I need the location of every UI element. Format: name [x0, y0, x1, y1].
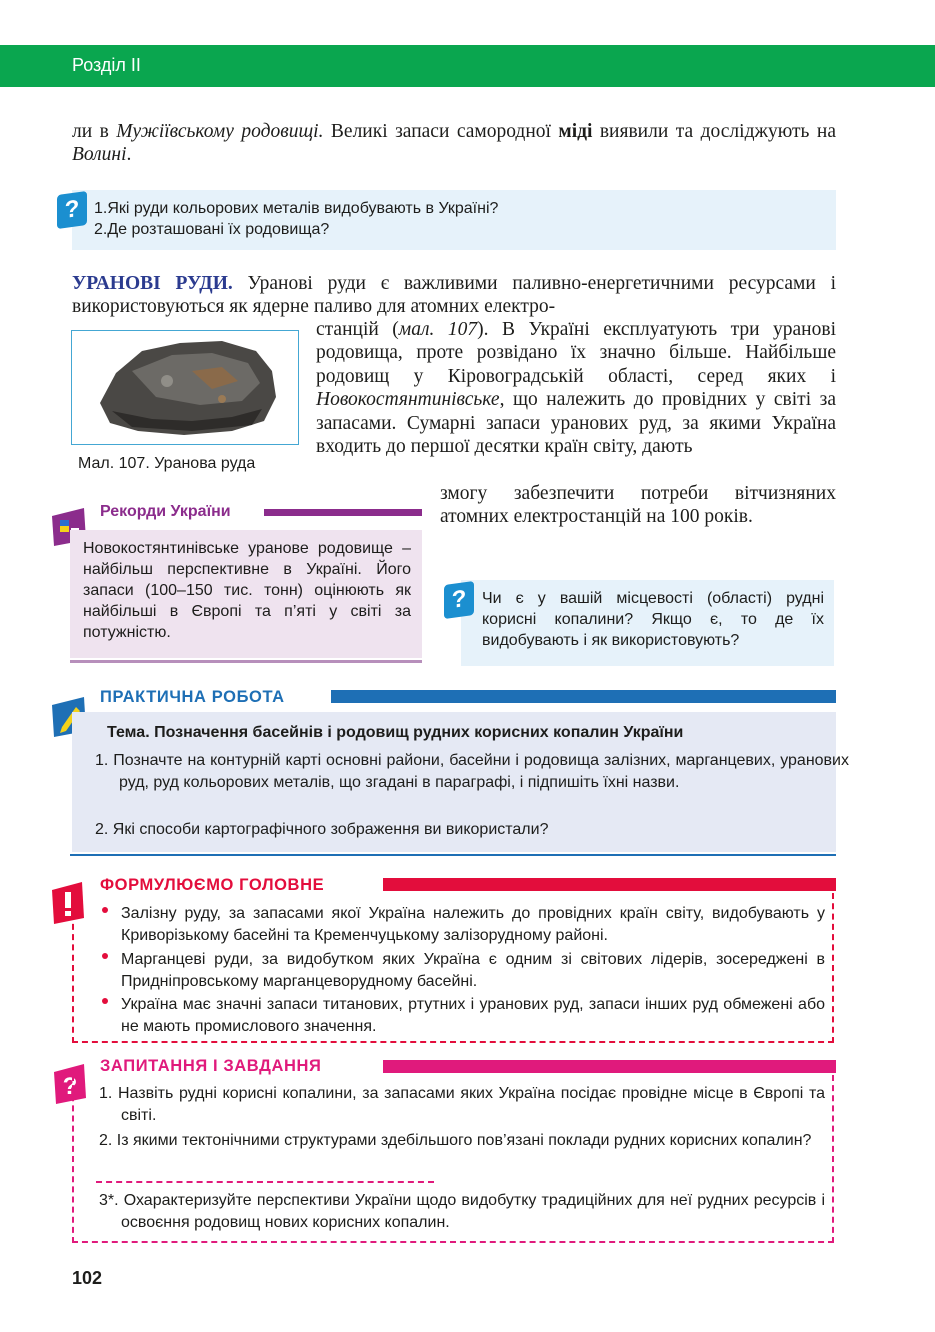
question-text-2: Чи є у вашій місцевості (області) рудні корисні копалини? Якщо є, то де їх видобувають і як використовують? [482, 590, 824, 649]
uranium-heading: УРАНОВІ РУДИ. [72, 273, 233, 294]
uranium-paragraph-3: змогу забезпечити потреби вітчизняних атомних електростанцій на 100 років. [440, 483, 836, 528]
practical-item: 2. Які способи картографічного зображення ви використали? [95, 821, 549, 838]
svg-text:?: ? [62, 1073, 78, 1100]
task-item: 3*. Охарактеризуйте перспективи України щодо видобутку традиційних для неї рудних ресурсів і освоєння родовищ нових корисних копалин. [99, 1192, 825, 1231]
summary-item: Марганцеві руди, за видобутком яких Україна є одним зі світових лідерів, зосереджені в Придніпровському марганцеворудному басейні. [121, 951, 825, 990]
figure-caption: Мал. 107. Уранова руда [78, 455, 256, 472]
summary-title: ФОРМУЛЮЄМО ГОЛОВНЕ [100, 876, 325, 894]
summary-item: Україна має значні запаси титанових, ртутних і уранових руд, запаси інших руд обмежені або не мають промислового значення. [121, 996, 825, 1035]
task-item: 2. Із якими тектонічними структурами здебільшого пов’язані поклади рудних корисних копалин? [99, 1132, 812, 1149]
question-item: 2.Де розташовані їх родовища? [94, 221, 330, 238]
section-header [0, 45, 935, 87]
records-text: Новокостянтинівське уранове родовище – найбільш перспективне в Україні. Його запаси (100–150 тис. тонн) оцінюють як найбільші в Європі та п’яті у світі за потужністю. [83, 540, 411, 641]
question-icon: ? [57, 191, 87, 229]
question-item: 1.Які руди кольорових металів видобувають в Україні? [94, 200, 499, 217]
uranium-paragraph-2: станцій (мал. 107). В Україні експлуатують три уранові родовища, проте розвідано їх значно більше. Найбільше родовищ у Кіровоградській області, серед яких і Новокостянтинівське, що належить до провідних у світі за запасами. Сумарні запаси уранових руд, за якими Україна входить до першої десятки країн світу, дають [316, 319, 836, 458]
task-item: 1. Назвіть рудні корисні копалини, за запасами яких Україна посідає провідне місце в Європі та світі. [99, 1085, 825, 1124]
records-box-border [70, 660, 422, 663]
page-number: 102 [72, 1268, 103, 1288]
question-icon: ? [444, 581, 474, 619]
bullet-marker [102, 907, 108, 913]
uranium-paragraph-1: УРАНОВІ РУДИ. Уранові руди є важливими паливно-енергетичними ресурсами і використовуються як ядерне паливо для атомних електро- [72, 273, 837, 318]
records-title-bar [264, 509, 422, 516]
practical-box-border [70, 854, 836, 856]
records-title: Рекорди України [100, 503, 231, 520]
tasks-title: ЗАПИТАННЯ І ЗАВДАННЯ [100, 1057, 322, 1075]
summary-item: Залізну руду, за запасами якої Україна належить до провідних країн світу, видобувають у Криворізькому басейні та Кременчуцькому залізорудному районі. [121, 905, 825, 944]
summary-title-bar [383, 878, 836, 891]
uranium-ore-photo [71, 330, 299, 445]
practical-topic: Тема. Позначення басейнів і родовищ рудних корисних копалин України [107, 724, 684, 741]
bullet-marker [102, 953, 108, 959]
tasks-separator [96, 1181, 434, 1183]
section-label: Розділ II [72, 55, 141, 75]
tasks-title-bar [383, 1060, 836, 1073]
practical-title-bar [331, 690, 836, 703]
practical-item: 1. Позначте на контурній карті основні райони, басейни і родовища залізних, марганцевих, уранових руд, руд кольорових металів, що згадані в параграфі, і підпишіть їхні назви. [95, 752, 849, 791]
bullet-marker [102, 998, 108, 1004]
intro-paragraph: ли в Мужіївському родовищі. Великі запаси самородної міді виявили та досліджують на Волині. [72, 121, 836, 166]
question-list-1 [94, 198, 824, 240]
practical-title: ПРАКТИЧНА РОБОТА [100, 688, 285, 706]
